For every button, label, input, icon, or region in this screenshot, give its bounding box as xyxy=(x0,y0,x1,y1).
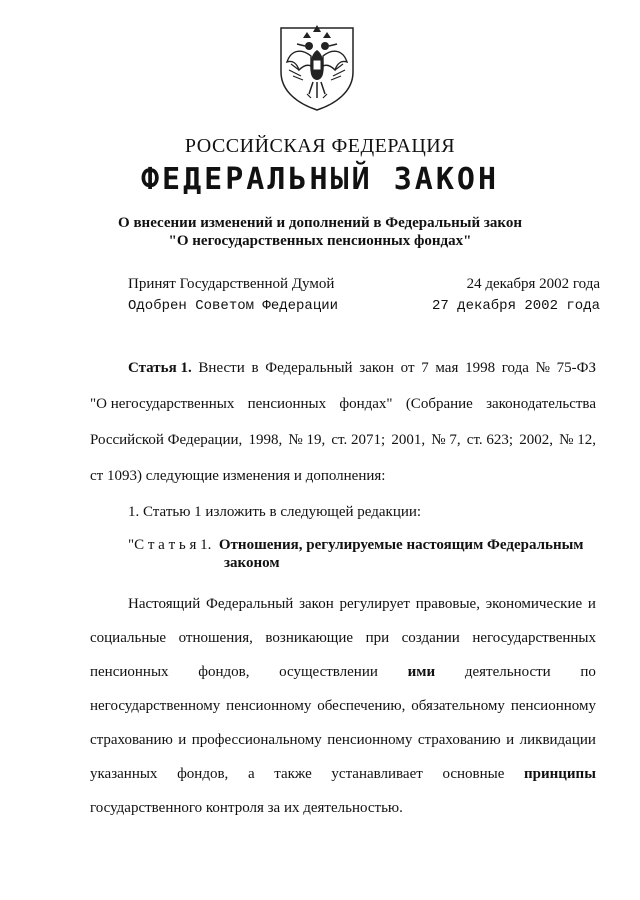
new-article-line xyxy=(90,626,596,660)
word: 1998 xyxy=(465,360,496,376)
new-article-line xyxy=(90,728,596,762)
word: пенсионных xyxy=(90,664,169,680)
word: закон xyxy=(359,360,394,376)
article1-label: Статья 1. xyxy=(128,360,192,376)
word: страхованию xyxy=(90,732,173,748)
word: отношения, xyxy=(178,630,253,646)
new-article-heading xyxy=(90,536,596,572)
word: основные xyxy=(442,766,505,782)
word: экономические xyxy=(485,596,583,612)
word: (Собрание xyxy=(405,396,473,412)
subject-line: О внесении изменений и дополнений в Федеральный закон xyxy=(118,215,522,231)
word: и xyxy=(178,732,187,748)
word: 2002, xyxy=(519,432,553,448)
word: указанных xyxy=(90,766,158,782)
word: фондов, xyxy=(198,664,250,680)
word: устанавливает xyxy=(331,766,423,782)
duma-adoption-row xyxy=(128,273,600,295)
word: в xyxy=(251,360,259,376)
word: ликвидации xyxy=(519,732,596,748)
coat-of-arms-icon xyxy=(275,20,359,112)
word: и xyxy=(587,596,596,612)
word: ст. 2071; xyxy=(331,432,386,448)
word: закон xyxy=(299,596,334,612)
document-title: ФЕДЕРАЛЬНЫЙ ЗАКОН xyxy=(140,162,500,197)
new-article-line xyxy=(90,592,596,626)
word: деятельности xyxy=(464,664,551,680)
word: правовые, xyxy=(415,596,480,612)
article1-line: ст 1093) следующие изменения и дополнения: xyxy=(90,468,386,484)
adoption-block xyxy=(128,273,600,317)
new-article-line xyxy=(90,762,596,796)
word: социальные xyxy=(90,630,167,646)
word: Российской Федерации, xyxy=(90,432,243,448)
new-article-line xyxy=(90,660,596,694)
word: принципы xyxy=(524,766,596,782)
subject-line: "О негосударственных пенсионных фондах" xyxy=(168,233,472,249)
word: профессиональному xyxy=(191,732,322,748)
word: осуществлении xyxy=(279,664,378,680)
word: № xyxy=(535,360,550,376)
word: Настоящий xyxy=(128,596,201,612)
word: негосударственных xyxy=(472,630,596,646)
word: пенсионному xyxy=(327,732,413,748)
word: фондах" xyxy=(339,396,393,412)
word: пенсионных xyxy=(247,396,327,412)
word: ст. 623; xyxy=(466,432,514,448)
word: обеспечению, xyxy=(317,698,406,714)
word: года xyxy=(501,360,529,376)
document-body xyxy=(90,356,596,830)
word: пенсионному xyxy=(510,698,596,714)
word: 1998, xyxy=(248,432,283,448)
word: создании xyxy=(401,630,460,646)
duma-label: Принят Государственной Думой xyxy=(128,276,335,292)
word: № 12, xyxy=(559,432,596,448)
article1-line xyxy=(90,356,596,392)
new-article-line: государственного контроля за их деятельностью. xyxy=(90,800,403,816)
word: по xyxy=(580,664,596,680)
article1-line xyxy=(90,428,596,464)
word: 7 xyxy=(421,360,429,376)
word: фондов, xyxy=(177,766,229,782)
law-subject xyxy=(0,214,640,250)
new-article-heading-line xyxy=(90,536,596,554)
word: при xyxy=(365,630,390,646)
word: также xyxy=(274,766,312,782)
council-date: 27 декабря 2002 года xyxy=(431,298,600,314)
word: Федеральный xyxy=(205,596,294,612)
word: обязательному xyxy=(411,698,505,714)
word: пенсионному xyxy=(226,698,312,714)
word: а xyxy=(247,766,255,782)
word: Внести xyxy=(198,360,245,376)
word: № 7, xyxy=(431,432,461,448)
duma-date: 24 декабря 2002 года xyxy=(466,276,600,292)
council-label: Одобрен Советом Федерации xyxy=(128,298,339,314)
word: мая xyxy=(435,360,459,376)
word: "О негосударственных xyxy=(90,396,235,412)
new-article-title-continued: законом xyxy=(224,555,280,571)
new-article-prefix: "С т а т ь я 1. xyxy=(128,537,212,553)
word: ими xyxy=(407,664,436,680)
council-approval-row xyxy=(128,295,600,317)
word: негосударственному xyxy=(90,698,221,714)
word: регулирует xyxy=(339,596,410,612)
article1-line xyxy=(90,392,596,428)
word: от xyxy=(400,360,415,376)
word: страхованию xyxy=(417,732,501,748)
word: № 19, xyxy=(288,432,326,448)
word: и xyxy=(506,732,515,748)
country-name: РОССИЙСКАЯ ФЕДЕРАЦИЯ xyxy=(184,135,456,157)
new-article-line xyxy=(90,694,596,728)
word: 75-ФЗ xyxy=(556,360,596,376)
word: 2001, xyxy=(391,432,426,448)
amendment-item: 1. Статью 1 изложить в следующей редакции: xyxy=(128,504,422,520)
new-article-title: Отношения, регулируемые настоящим Федеральным xyxy=(218,537,584,553)
word: Федеральный xyxy=(265,360,353,376)
word: возникающие xyxy=(265,630,354,646)
word: законодательства xyxy=(486,396,596,412)
